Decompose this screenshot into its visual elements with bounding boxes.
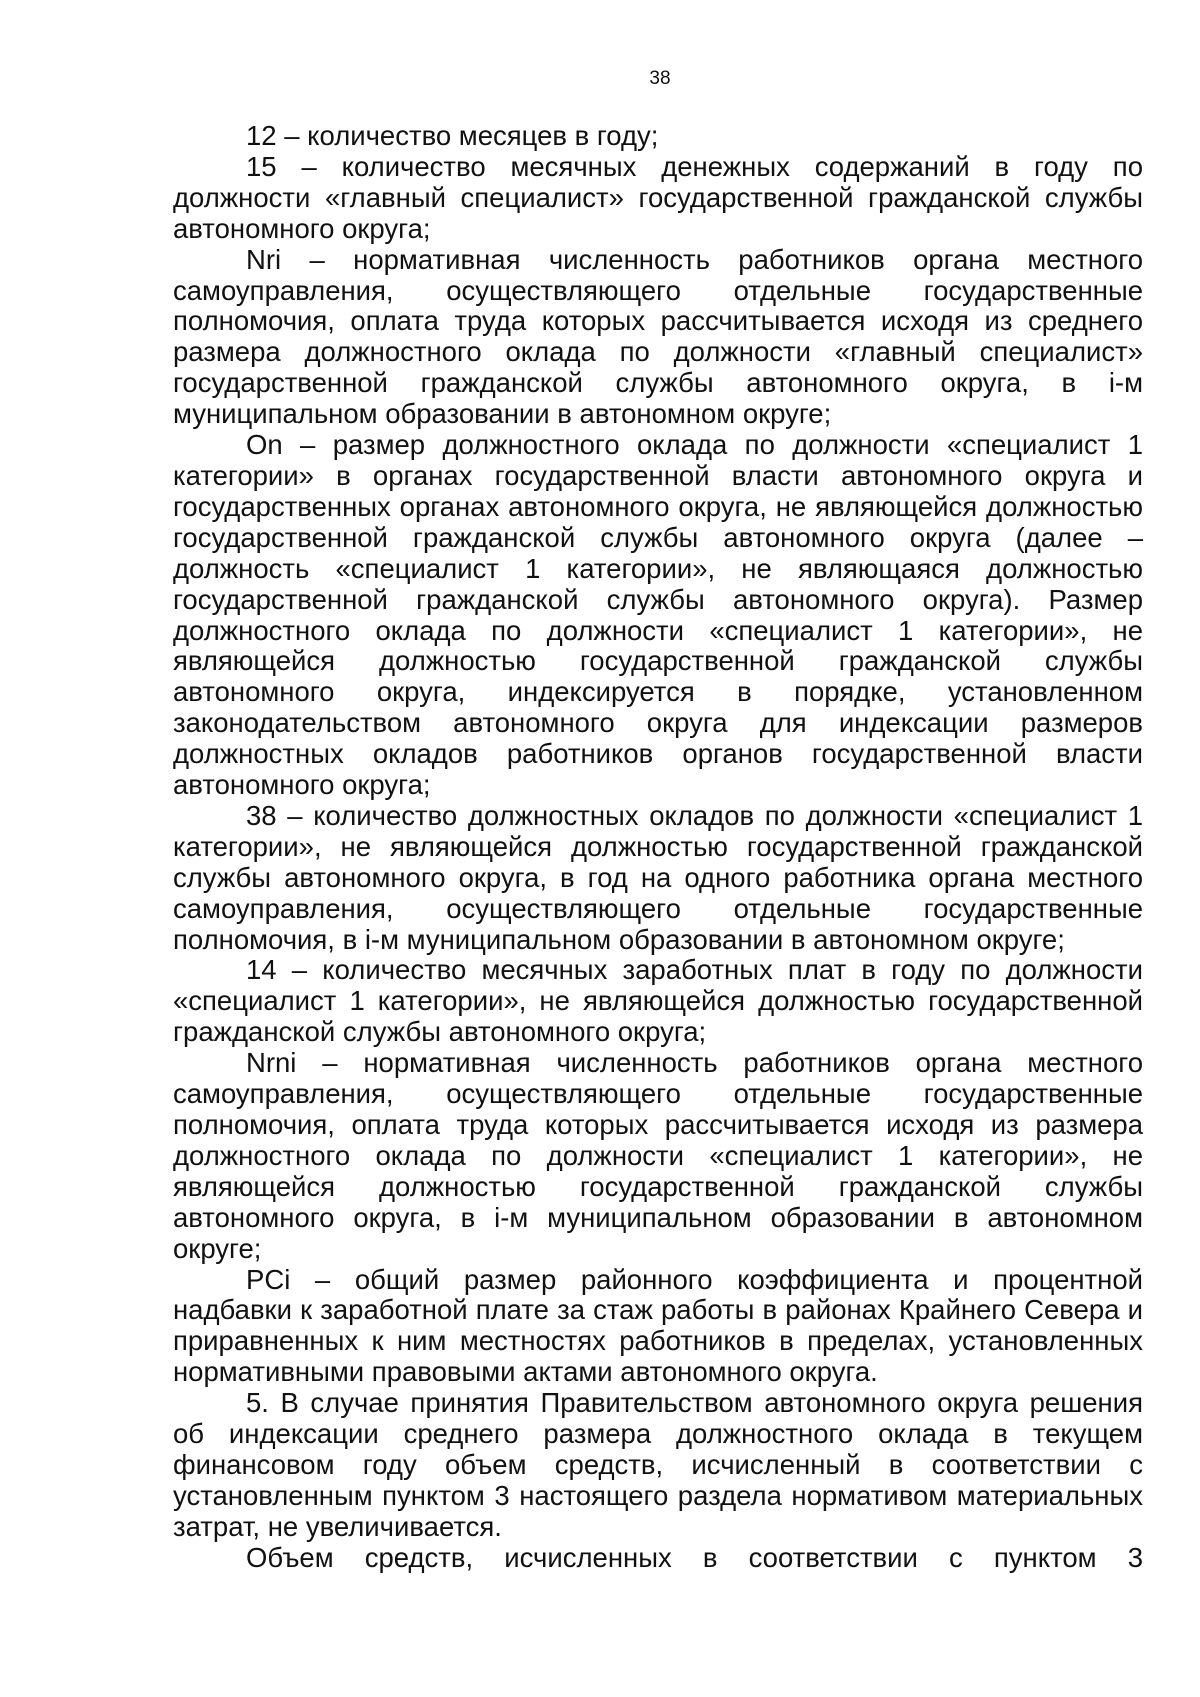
- paragraph-official-salaries-count: 38 – количество должностных окладов по должности «специалист 1 категории», не являющейся должностью государственной гражданской службы автономного округа, в год на одного работника органа местного самоуправления, осуществляющего отдельные государственные полномочия, в i-м муниципальном образовании в автономном округе;: [173, 799, 1143, 955]
- paragraph-pci-definition: PCi – общий размер районного коэффициента и процентной надбавки к заработной плате за стаж работы в районах Крайнего Севера и приравненных к ним местностях работников в пределах, установленных нормативными правовыми актами автономного округа.: [173, 1263, 1143, 1388]
- paragraph-monthly-salaries-chief-specialist: 15 – количество месячных денежных содержаний в году по должности «главный специалист» государственной гражданской службы автономного округа;: [173, 150, 1143, 244]
- paragraph-on-definition: On – размер должностного оклада по должности «специалист 1 категории» в органах государственной власти автономного округа и государственных органах автономного округа, не являющейся должностью государственной гражданской службы автономного округа (далее – должность «специалист 1 категории», не являющаяся должностью государственной гражданской службы автономного округа). Размер должностного оклада по должности «специалист 1 категории», не являющейся должностью государственной гражданской службы автономного округа, индексируется в порядке, установленном законодательством автономного округа для индексации размеров должностных окладов работников органов государственной власти автономного округа;: [173, 429, 1143, 801]
- paragraph-section-5-indexation: 5. В случае принятия Правительством автономного округа решения об индексации среднего размера должностного оклада в текущем финансовом году объем средств, исчисленный в соответствии с установленным пунктом 3 настоящего раздела нормативом материальных затрат, не увеличивается.: [173, 1387, 1143, 1542]
- document-body: [173, 121, 1143, 1574]
- paragraph-months-per-year: 12 – количество месяцев в году;: [246, 120, 659, 151]
- paragraph-nrni-definition: Nrni – нормативная численность работников органа местного самоуправления, осуществляющего отдельные государственные полномочия, оплата труда которых рассчитывается исходя из размера должностного оклада по должности «специалист 1 категории», не являющейся должностью государственной гражданской службы автономного округа, в i-м муниципальном образовании в автономном округе;: [173, 1047, 1143, 1264]
- paragraph-funds-volume-continued: Объем средств, исчисленных в соответствии с пунктом 3: [246, 1541, 1143, 1573]
- page-number: 38: [649, 68, 671, 89]
- paragraph-monthly-wages-count: 14 – количество месячных заработных плат в году по должности «специалист 1 категории», не являющейся должностью государственной гражданской службы автономного округа;: [173, 954, 1143, 1048]
- paragraph-nri-definition: Nri – нормативная численность работников органа местного самоуправления, осуществляющего отдельные государственные полномочия, оплата труда которых рассчитывается исходя из среднего размера должностного оклада по должности «главный специалист» государственной гражданской службы автономного округа, в i-м муниципальном образовании в автономном округе;: [173, 243, 1143, 430]
